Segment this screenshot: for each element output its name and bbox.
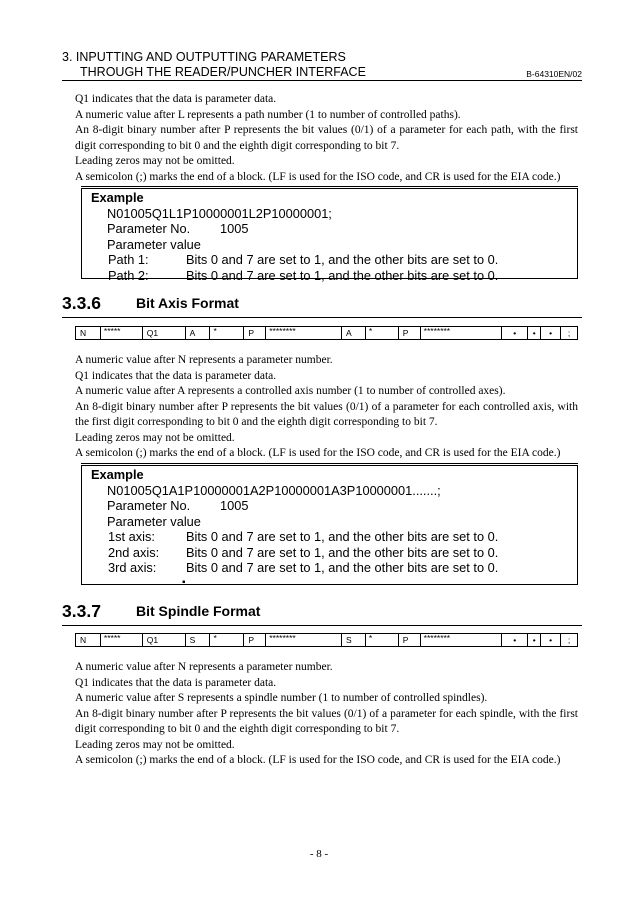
format-cell: •: [541, 327, 561, 339]
row-text: Bits 0 and 7 are set to 1, and the other bits are set to 0.: [186, 529, 499, 544]
example-code: N01005Q1L1P10000001L2P10000001;: [107, 205, 332, 221]
format-cell: *****: [101, 634, 143, 646]
document-number: B-64310EN/02: [526, 69, 582, 79]
row-key: 3rd axis:: [108, 560, 157, 575]
format-cell: *: [366, 634, 399, 646]
format-cell: *: [210, 634, 244, 646]
body-line: Leading zeros may not be omitted.: [75, 738, 235, 751]
body-line: A numeric value after S represents a spindle number (1 to number of controlled spindles).: [75, 692, 488, 704]
param-value-label: Parameter value: [107, 513, 201, 529]
format-cell: •: [502, 634, 528, 646]
format-cell: ********: [421, 634, 503, 646]
format-cell: •: [541, 634, 561, 646]
format-cell: A: [186, 327, 211, 339]
format-cell: P: [399, 634, 421, 646]
format-cell: •: [502, 327, 528, 339]
example-box-path: [81, 188, 578, 283]
page-number: - 8 -: [309, 848, 329, 860]
body-line: A semicolon (;) marks the end of a block. (LF is used for the ISO code, and CR is used for the EIA code.): [75, 754, 561, 766]
body-line: A semicolon (;) marks the end of a block. (LF is used for the ISO code, and CR is used for the EIA code.): [75, 447, 561, 459]
section-rule: [62, 625, 582, 626]
format-cell: Q1: [143, 634, 186, 646]
format-cell: ********: [266, 327, 342, 339]
format-cell: ********: [421, 327, 503, 339]
row-key: 1st axis:: [108, 529, 155, 544]
example-row: [82, 529, 577, 545]
format-cell: N: [76, 634, 101, 646]
format-cell: S: [186, 634, 211, 646]
param-number-value: 1005: [220, 498, 249, 513]
example-title: Example: [91, 467, 144, 482]
continuation-mark: ▪: [182, 576, 186, 588]
example-row: [82, 268, 577, 284]
format-cell: *****: [101, 327, 143, 339]
intro-line: A numeric value after L represents a path number (1 to number of controlled paths).: [75, 108, 461, 121]
body-line: An 8-digit binary number after P represents the bit values (0/1) of a parameter for each spindle, with the first digit corresponding to bit 0 and the eighth digit corresponding to bit 7.: [75, 707, 578, 735]
example-code: N01005Q1A1P10000001A2P10000001A3P10000001.......;: [107, 482, 441, 498]
example-row: [82, 545, 577, 561]
row-text: Bits 0 and 7 are set to 1, and the other bits are set to 0.: [186, 267, 499, 283]
format-cell: ;: [567, 328, 571, 338]
header-rule: [62, 80, 582, 81]
intro-paragraph: [75, 92, 578, 185]
body-line: An 8-digit binary number after P represents the bit values (0/1) of a parameter for each controlled axis, with the first digit corresponding to bit 0 and the eighth digit corresponding to bit 7.: [75, 400, 578, 428]
section-number: 3.3.6: [62, 293, 101, 313]
format-cell: •: [528, 634, 541, 646]
format-cell: S: [342, 634, 366, 646]
body-line: A numeric value after A represents a controlled axis number (1 to number of controlled axes).: [75, 385, 506, 397]
intro-line: Leading zeros may not be omitted.: [75, 155, 235, 167]
section-3-3-7-body: [75, 660, 578, 769]
section-heading-3-3-6: [62, 293, 582, 317]
format-cell: Q1: [143, 327, 186, 339]
section-rule: [62, 317, 582, 318]
intro-line: Q1 indicates that the data is parameter data.: [75, 93, 277, 105]
format-diagram-spindle: [75, 633, 578, 647]
row-text: Bits 0 and 7 are set to 1, and the other bits are set to 0.: [186, 544, 499, 560]
section-heading-3-3-7: [62, 601, 582, 625]
param-number-label: Parameter No.: [107, 221, 191, 236]
format-cell: N: [76, 327, 101, 339]
intro-line: A semicolon (;) marks the end of a block. (LF is used for the ISO code, and CR is used for the EIA code.): [75, 170, 561, 183]
example-box-axis: [81, 465, 578, 588]
format-cell: ;: [567, 635, 571, 645]
example-row: [82, 560, 577, 576]
row-key: Path 1:: [108, 252, 149, 267]
intro-line: An 8-digit binary number after P represents the bit values (0/1) of a parameter for each path, with the first digit corresponding to bit 0 and the eighth digit corresponding to bit 7.: [75, 124, 578, 152]
param-value-label: Parameter value: [107, 236, 201, 252]
format-cell: A: [342, 327, 366, 339]
example-param-number: [82, 221, 577, 237]
param-number-label: Parameter No.: [107, 498, 191, 513]
body-line: A numeric value after N represents a parameter number.: [75, 661, 333, 673]
format-cell: *: [210, 327, 244, 339]
section-3-3-6-body: [75, 353, 578, 462]
example-param-number: [82, 498, 577, 514]
row-text: Bits 0 and 7 are set to 1, and the other bits are set to 0.: [186, 560, 499, 575]
format-cell: P: [244, 634, 266, 646]
row-key: 2nd axis:: [108, 544, 160, 560]
example-row: [82, 252, 577, 268]
row-text: Bits 0 and 7 are set to 1, and the other bits are set to 0.: [186, 252, 499, 267]
header-chapter-title: 3. INPUTTING AND OUTPUTTING PARAMETERS: [62, 50, 346, 64]
body-line: Leading zeros may not be omitted.: [75, 431, 235, 444]
section-title: Bit Spindle Format: [136, 603, 261, 619]
section-number: 3.3.7: [62, 601, 101, 621]
example-title: Example: [91, 190, 144, 205]
body-line: Q1 indicates that the data is parameter data.: [75, 676, 277, 689]
row-key: Path 2:: [108, 267, 149, 283]
section-title: Bit Axis Format: [136, 295, 239, 311]
format-cell: ********: [266, 634, 342, 646]
format-cell: P: [244, 327, 266, 339]
format-cell: P: [399, 327, 421, 339]
body-line: Q1 indicates that the data is parameter data.: [75, 369, 277, 382]
format-cell: *: [366, 327, 399, 339]
body-line: A numeric value after N represents a parameter number.: [75, 354, 333, 366]
format-cell: •: [528, 327, 541, 339]
format-diagram-axis: [75, 326, 578, 340]
running-header: [62, 50, 582, 80]
param-number-value: 1005: [220, 221, 249, 236]
header-chapter-subtitle: THROUGH THE READER/PUNCHER INTERFACE: [80, 65, 366, 79]
